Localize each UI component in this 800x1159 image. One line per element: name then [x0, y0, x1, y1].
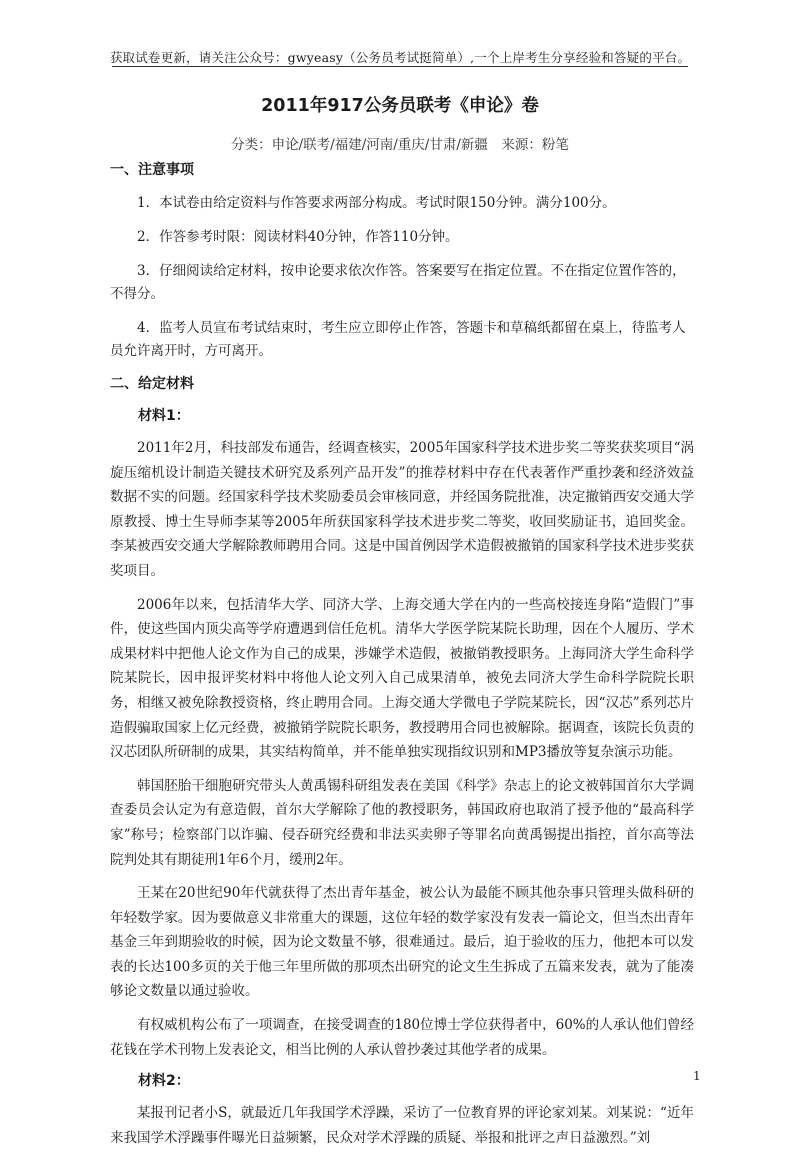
category-line: 分类：申论/联考/福建/河南/重庆/甘肃/新疆 来源：粉笔 [231, 137, 569, 153]
material-1-label: 材料1： [138, 408, 190, 424]
page-title: 2011年917公务员联考《申论》卷 [261, 96, 539, 116]
material-paragraph: 2006年以来，包括清华大学、同济大学、上海交通大学在内的一些高校接连身陷“造假门”事件，使这些国内顶尖高等学府遭遇到信任危机。清华大学医学院某院长助理，因在个人履历、学术成果材料中把他人论文作为自己的成果，涉嫌学术造假，被撤销教授职务。上海同济大学生命科学院某院长，因申报评奖材料中将他人论文列入自己成果清单，被免去同济大学生命科学院院长职务，相继又被免除教授资格，终止聘用合同。上海交通大学微电子学院某院长，因“汉芯”系列芯片造假骗取国家上亿元经费，被撤销学院院长职务，教授聘用合同也被解除。据调查，该院长负责的汉芯团队所研制的成果，其实结构简单，并不能单独实现指纹识别和MP3播放等复杂演示功能。 [110, 596, 694, 761]
note-item: 2．作答参考时限：阅读材料40分钟，作答110分钟。 [137, 229, 459, 245]
header-divider [112, 66, 688, 67]
material-paragraph: 有权威机构公布了一项调查，在接受调查的180位博士学位获得者中，60%的人承认他们曾经花钱在学术刊物上发表论文，相当比例的人承认曾抄袭过其他学者的成果。 [110, 1017, 694, 1058]
material-paragraph: 王某在20世纪90年代就获得了杰出青年基金，被公认为最能不顾其他杂事只管理头做科研的年轻数学家。因为要做意义非常重大的课题，这位年轻的数学家没有发表一篇论文，但当杰出青年基金三年到期验收的时候，因为论文数量不够，很难通过。最后，迫于验收的压力，他把本可以发表的长达100多页的关于他三年里所做的那项杰出研究的论文生生拆成了五篇来发表，就为了能凑够论文数量以通过验收。 [110, 885, 694, 1000]
note-item: 3．仔细阅读给定材料，按申论要求依次作答。答案要写在指定位置。不在指定位置作答的，不得分。 [110, 263, 686, 302]
material-paragraph: 某报刊记者小S，就最近几年我国学术浮躁，采访了一位教育界的评论家刘某。刘某说：“近年来我国学术浮躁事件曝光日益频繁，民众对学术浮躁的质疑、举报和批评之声日益激烈。”刘 [110, 1105, 694, 1146]
page-number: 1 [693, 1069, 701, 1083]
material-paragraph: 2011年2月，科技部发布通告，经调查核实，2005年国家科学技术进步奖二等奖获奖项目“涡旋压缩机设计制造关键技术研究及系列产品开发”的推荐材料中存在代表著作严重抄袭和经济效益数据不实的问题。经国家科学技术奖励委员会审核同意，并经国务院批准，决定撤销西安交通大学原教授、博士生导师李某等2005年所获国家科学技术进步奖二等奖，收回奖励证书，追回奖金。李某被西安交通大学解除教师聘用合同。这是中国首例因学术造假被撤销的国家科学技术进步奖获奖项目。 [110, 440, 694, 579]
section-heading-materials: 二、给定材料 [110, 376, 194, 392]
header-note: 获取试卷更新，请关注公众号：gwyeasy（公务员考试挺简单）,一个上岸考生分享经验和答疑的平台。 [109, 50, 691, 65]
note-item: 1．本试卷由给定资料与作答要求两部分构成。考试时限150分钟。满分100分。 [137, 195, 616, 211]
document-body [110, 160, 694, 1159]
material-paragraph: 韩国胚胎干细胞研究带头人黄禹锡科研组发表在美国《科学》杂志上的论文被韩国首尔大学调查委员会认定为有意造假，首尔大学解除了他的教授职务，韩国政府也取消了授予他的“最高科学家”称号；检察部门以诈骗、侵吞研究经费和非法买卖卵子等罪名向黄禹锡提出指控，首尔高等法院判处其有期徒刑1年6个月，缓刑2年。 [110, 777, 694, 868]
material-2-label: 材料2： [138, 1073, 190, 1090]
section-heading-notes: 一、注意事项 [110, 162, 194, 178]
note-item: 4．监考人员宣布考试结束时，考生应立即停止作答，答题卡和草稿纸都留在桌上，待监考人员允许离开时，方可离开。 [110, 320, 686, 359]
